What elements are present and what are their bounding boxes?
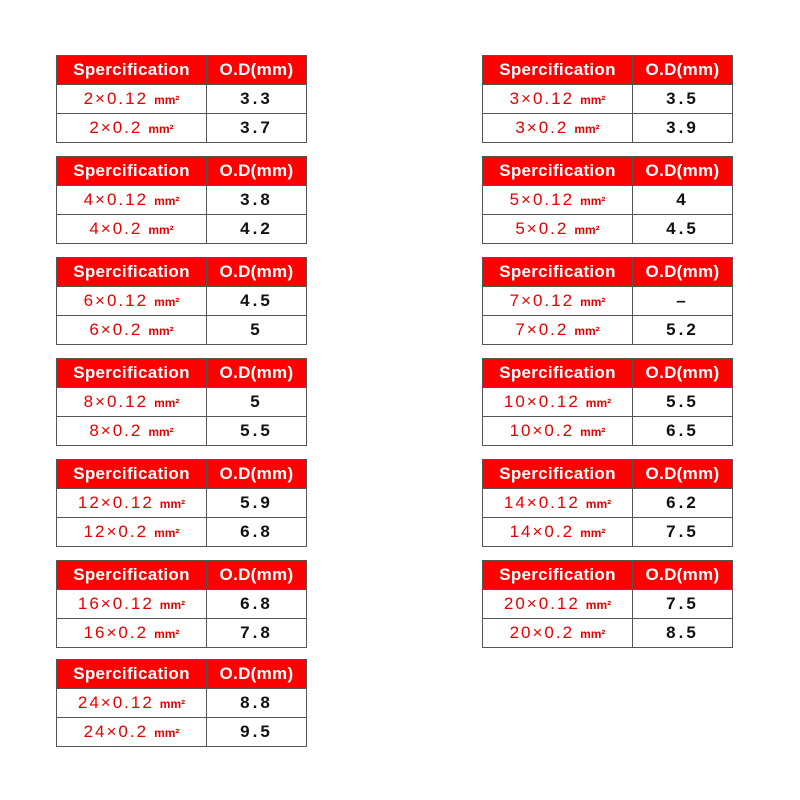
header-row — [483, 359, 733, 388]
od-header: O.D(mm) — [207, 157, 307, 186]
spec-header: Spercification — [57, 359, 207, 388]
table-row — [483, 186, 733, 215]
od-header: O.D(mm) — [207, 561, 307, 590]
table-row — [57, 287, 307, 316]
spec-table-8-core — [56, 358, 307, 446]
spec-value: 10×0.2 — [509, 421, 575, 440]
spec-unit: mm² — [574, 122, 600, 136]
spec-cell — [57, 518, 207, 547]
header-row — [483, 258, 733, 287]
spec-cell — [483, 590, 633, 619]
spec-cell — [483, 287, 633, 316]
spec-value: 5×0.2 — [515, 219, 569, 238]
spec-header: Spercification — [483, 157, 633, 186]
od-cell: 3.9 — [633, 114, 733, 143]
spec-unit: mm² — [159, 697, 186, 711]
spec-value: 3×0.12 — [509, 89, 575, 108]
od-header: O.D(mm) — [207, 660, 307, 689]
spec-unit: mm² — [580, 425, 606, 439]
table-row — [483, 316, 733, 345]
spec-cell — [57, 186, 207, 215]
spec-value: 5×0.12 — [509, 190, 575, 209]
spec-table-20-core — [482, 560, 733, 648]
spec-header: Spercification — [57, 56, 207, 85]
table-row — [57, 489, 307, 518]
od-header: O.D(mm) — [207, 56, 307, 85]
table-row — [483, 619, 733, 648]
table-row — [57, 619, 307, 648]
spec-header: Spercification — [57, 660, 207, 689]
spec-value: 3×0.2 — [515, 118, 569, 137]
spec-table-14-core — [482, 459, 733, 547]
spec-value: 14×0.12 — [503, 493, 580, 512]
spec-unit: mm² — [154, 526, 180, 540]
spec-cell — [57, 590, 207, 619]
od-cell: 8.8 — [207, 689, 307, 718]
od-header: O.D(mm) — [633, 56, 733, 85]
table-row — [57, 316, 307, 345]
od-cell: 7.5 — [633, 518, 733, 547]
table-row — [57, 590, 307, 619]
header-row — [483, 460, 733, 489]
spec-unit: mm² — [585, 396, 612, 410]
spec-value: 2×0.2 — [89, 118, 143, 137]
table-row — [57, 215, 307, 244]
spec-header: Spercification — [57, 258, 207, 287]
od-cell: 5.9 — [207, 489, 307, 518]
spec-value: 16×0.12 — [77, 594, 154, 613]
od-cell: 3.8 — [207, 186, 307, 215]
od-header: O.D(mm) — [633, 258, 733, 287]
od-cell: 4.5 — [633, 215, 733, 244]
od-cell: 3.5 — [633, 85, 733, 114]
spec-value: 8×0.2 — [89, 421, 143, 440]
spec-unit: mm² — [154, 396, 180, 410]
spec-value: 24×0.12 — [77, 693, 154, 712]
spec-cell — [483, 518, 633, 547]
spec-value: 16×0.2 — [83, 623, 149, 642]
spec-cell — [57, 287, 207, 316]
spec-cell — [57, 718, 207, 747]
spec-unit: mm² — [580, 526, 606, 540]
od-cell: 8.5 — [633, 619, 733, 648]
spec-unit: mm² — [580, 627, 606, 641]
header-row — [57, 56, 307, 85]
spec-table-5-core — [482, 156, 733, 244]
spec-table-4-core — [56, 156, 307, 244]
spec-unit: mm² — [148, 223, 174, 237]
spec-unit: mm² — [159, 497, 186, 511]
spec-cell — [57, 85, 207, 114]
od-cell: 5.5 — [633, 388, 733, 417]
od-cell: 3.7 — [207, 114, 307, 143]
table-row — [483, 518, 733, 547]
od-cell: 9.5 — [207, 718, 307, 747]
spec-cell — [483, 186, 633, 215]
table-row — [57, 114, 307, 143]
spec-unit: mm² — [580, 194, 606, 208]
od-cell: – — [633, 287, 733, 316]
spec-unit: mm² — [159, 598, 186, 612]
spec-header: Spercification — [57, 460, 207, 489]
spec-unit: mm² — [148, 425, 174, 439]
spec-unit: mm² — [154, 194, 180, 208]
spec-value: 8×0.12 — [83, 392, 149, 411]
spec-unit: mm² — [148, 324, 174, 338]
od-cell: 5.2 — [633, 316, 733, 345]
od-cell: 5 — [207, 316, 307, 345]
spec-cell — [57, 689, 207, 718]
spec-table-6-core — [56, 257, 307, 345]
spec-unit: mm² — [154, 93, 180, 107]
spec-value: 10×0.12 — [503, 392, 580, 411]
header-row — [483, 157, 733, 186]
spec-table-3-core — [482, 55, 733, 143]
table-row — [57, 417, 307, 446]
header-row — [57, 460, 307, 489]
spec-header: Spercification — [483, 460, 633, 489]
spec-header: Spercification — [483, 561, 633, 590]
spec-table-24-core — [56, 659, 307, 747]
spec-value: 2×0.12 — [83, 89, 149, 108]
spec-unit: mm² — [580, 93, 606, 107]
spec-cell — [57, 388, 207, 417]
spec-header: Spercification — [483, 258, 633, 287]
header-row — [57, 258, 307, 287]
table-row — [57, 186, 307, 215]
spec-header: Spercification — [57, 561, 207, 590]
spec-unit: mm² — [585, 598, 612, 612]
spec-table-10-core — [482, 358, 733, 446]
od-cell: 4.2 — [207, 215, 307, 244]
spec-value: 6×0.2 — [89, 320, 143, 339]
spec-header: Spercification — [483, 359, 633, 388]
table-row — [483, 85, 733, 114]
table-row — [57, 718, 307, 747]
od-cell: 3.3 — [207, 85, 307, 114]
spec-cell — [483, 388, 633, 417]
spec-unit: mm² — [148, 122, 174, 136]
table-row — [483, 417, 733, 446]
spec-value: 14×0.2 — [509, 522, 575, 541]
header-row — [57, 561, 307, 590]
spec-value: 4×0.12 — [83, 190, 149, 209]
spec-unit: mm² — [585, 497, 612, 511]
od-cell: 4.5 — [207, 287, 307, 316]
spec-cell — [483, 417, 633, 446]
od-header: O.D(mm) — [633, 460, 733, 489]
spec-cell — [483, 619, 633, 648]
spec-cell — [483, 316, 633, 345]
spec-unit: mm² — [154, 726, 180, 740]
spec-table-7-core — [482, 257, 733, 345]
spec-cell — [57, 215, 207, 244]
spec-cell — [57, 619, 207, 648]
spec-unit: mm² — [154, 295, 180, 309]
od-header: O.D(mm) — [207, 460, 307, 489]
od-cell: 4 — [633, 186, 733, 215]
header-row — [483, 561, 733, 590]
table-row — [483, 590, 733, 619]
spec-unit: mm² — [154, 627, 180, 641]
spec-unit: mm² — [580, 295, 606, 309]
spec-value: 7×0.12 — [509, 291, 575, 310]
spec-cell — [483, 85, 633, 114]
spec-cell — [57, 316, 207, 345]
table-row — [57, 85, 307, 114]
od-cell: 7.5 — [633, 590, 733, 619]
od-cell: 7.8 — [207, 619, 307, 648]
spec-value: 20×0.12 — [503, 594, 580, 613]
od-cell: 6.5 — [633, 417, 733, 446]
od-header: O.D(mm) — [207, 359, 307, 388]
spec-cell — [483, 215, 633, 244]
spec-value: 20×0.2 — [509, 623, 575, 642]
spec-unit: mm² — [574, 223, 600, 237]
table-row — [483, 215, 733, 244]
spec-value: 7×0.2 — [515, 320, 569, 339]
table-row — [483, 489, 733, 518]
table-row — [57, 689, 307, 718]
spec-value: 6×0.12 — [83, 291, 149, 310]
spec-cell — [57, 417, 207, 446]
header-row — [57, 157, 307, 186]
spec-value: 24×0.2 — [83, 722, 149, 741]
header-row — [483, 56, 733, 85]
table-row — [57, 388, 307, 417]
spec-cell — [57, 489, 207, 518]
spec-value: 4×0.2 — [89, 219, 143, 238]
spec-cell — [57, 114, 207, 143]
spec-header: Spercification — [57, 157, 207, 186]
od-cell: 5.5 — [207, 417, 307, 446]
spec-header: Spercification — [483, 56, 633, 85]
spec-value: 12×0.2 — [83, 522, 149, 541]
od-cell: 5 — [207, 388, 307, 417]
spec-unit: mm² — [574, 324, 600, 338]
header-row — [57, 660, 307, 689]
table-row — [483, 388, 733, 417]
spec-cell — [483, 114, 633, 143]
od-header: O.D(mm) — [207, 258, 307, 287]
table-row — [483, 114, 733, 143]
spec-table-2-core — [56, 55, 307, 143]
od-cell: 6.8 — [207, 518, 307, 547]
od-cell: 6.2 — [633, 489, 733, 518]
table-row — [57, 518, 307, 547]
header-row — [57, 359, 307, 388]
od-header: O.D(mm) — [633, 157, 733, 186]
spec-table-12-core — [56, 459, 307, 547]
od-cell: 6.8 — [207, 590, 307, 619]
table-row — [483, 287, 733, 316]
od-header: O.D(mm) — [633, 359, 733, 388]
od-header: O.D(mm) — [633, 561, 733, 590]
spec-value: 12×0.12 — [77, 493, 154, 512]
spec-cell — [483, 489, 633, 518]
spec-table-16-core — [56, 560, 307, 648]
